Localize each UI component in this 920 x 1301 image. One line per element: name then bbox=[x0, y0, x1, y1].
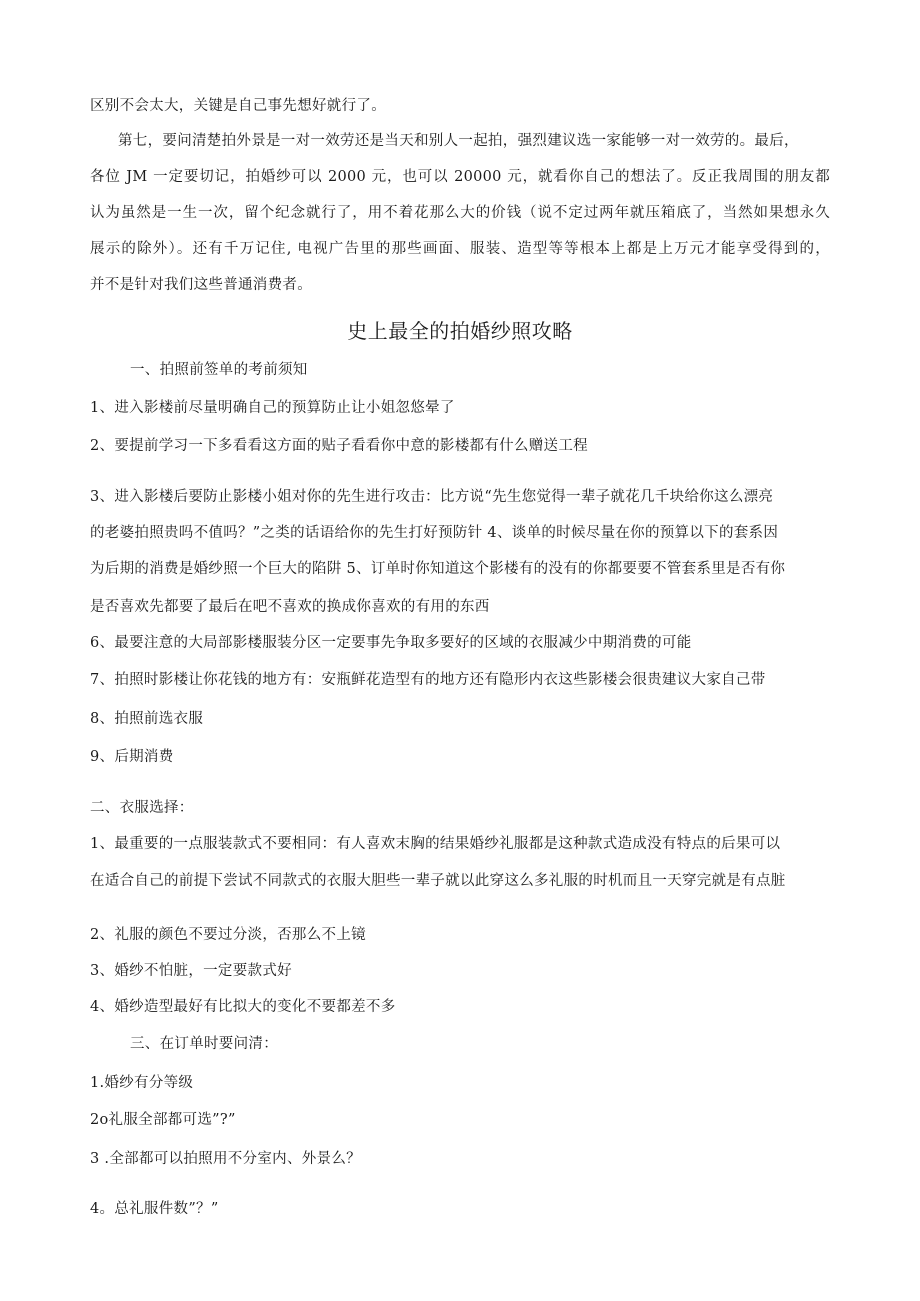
seventh-para-line-3: 认为虽然是一生一次，留个纪念就行了，用不着花那么大的价钱（说不定过两年就压箱底了，当然如果想永久 bbox=[90, 205, 830, 221]
section1-item-1: 1、进入影楼前尽量明确自己的预算防止让小姐忽悠晕了 bbox=[90, 400, 455, 416]
section2-item-3: 3、婚纱不怕脏，一定要款式好 bbox=[90, 963, 292, 979]
section1-item-3-line-3: 为后期的消费是婚纱照一个巨大的陷阱 5、订单时你知道这个影楼有的没有的你都要要不管套系里是否有你 bbox=[90, 561, 786, 577]
guide-title: 史上最全的拍婚纱照攻略 bbox=[347, 319, 573, 343]
section1-item-3-line-4: 是否喜欢先都要了最后在吧不喜欢的换成你喜欢的有用的东西 bbox=[90, 599, 490, 615]
section1-item-9: 9、后期消费 bbox=[90, 749, 174, 765]
section3-item-1: 1.婚纱有分等级 bbox=[90, 1075, 194, 1091]
section1-heading: 一、拍照前签单的考前须知 bbox=[130, 362, 308, 378]
section3-item-2: 2o礼服全部都可选”?” bbox=[90, 1112, 236, 1128]
section1-item-2: 2、要提前学习一下多看看这方面的贴子看看你中意的影楼都有什么赠送工程 bbox=[90, 438, 588, 454]
section2-item-1-line-2: 在适合自己的前提下尝试不同款式的衣服大胆些一辈子就以此穿这么多礼服的时机而且一天穿完就是有点脏 bbox=[90, 873, 786, 889]
section2-item-1-line-1: 1、最重要的一点服装款式不要相同：有人喜欢末胸的结果婚纱礼服都是这种款式造成没有特点的后果可以 bbox=[90, 836, 781, 852]
section1-item-3-line-1: 3、进入影楼后要防止影楼小姐对你的先生进行攻击：比方说“先生您觉得一辈子就花几千块给你这么漂亮 bbox=[90, 489, 774, 505]
seventh-para-line-4: 展示的除外）。还有千万记住, 电视广告里的那些画面、服装、造型等等根本上都是上万元才能享受得到的， bbox=[90, 241, 830, 257]
section1-item-3-line-2: 的老婆拍照贵吗不值吗？”之类的话语给你的先生打好预防针 4、谈单的时候尽量在你的预算以下的套系因 bbox=[90, 525, 779, 541]
section1-item-6: 6、最要注意的大局部影楼服装分区一定要事先争取多要好的区域的衣服减少中期消费的可能 bbox=[90, 635, 692, 651]
intro-line-1: 区别不会太大，关键是自己事先想好就行了。 bbox=[90, 98, 386, 114]
section3-heading: 三、在订单时要问清： bbox=[130, 1036, 278, 1052]
section2-item-4: 4、婚纱造型最好有比拟大的变化不要都差不多 bbox=[90, 999, 396, 1015]
section3-item-4: 4。总礼服件数”？” bbox=[90, 1201, 219, 1217]
seventh-para-line-5: 并不是针对我们这些普通消费者。 bbox=[90, 277, 312, 293]
seventh-para-line-2: 各位 JM 一定要切记，拍婚纱可以 2000 元，也可以 20000 元，就看你自己的想法了。反正我周围的朋友都 bbox=[90, 169, 830, 185]
section1-item-8: 8、拍照前选衣服 bbox=[90, 711, 204, 727]
seventh-para-line-1: 第七，要问清楚拍外景是一对一效劳还是当天和别人一起拍，强烈建议选一家能够一对一效劳的。最后， bbox=[118, 133, 799, 149]
section3-item-3: 3 .全部都可以拍照用不分室内、外景么？ bbox=[90, 1151, 361, 1167]
section2-heading: 二、衣服选择： bbox=[90, 800, 194, 816]
section2-item-2: 2、礼服的颜色不要过分淡，否那么不上镜 bbox=[90, 927, 366, 943]
section1-item-7: 7、拍照时影楼让你花钱的地方有：安瓶鲜花造型有的地方还有隐形内衣这些影楼会很贵建议大家自己带 bbox=[90, 672, 766, 688]
